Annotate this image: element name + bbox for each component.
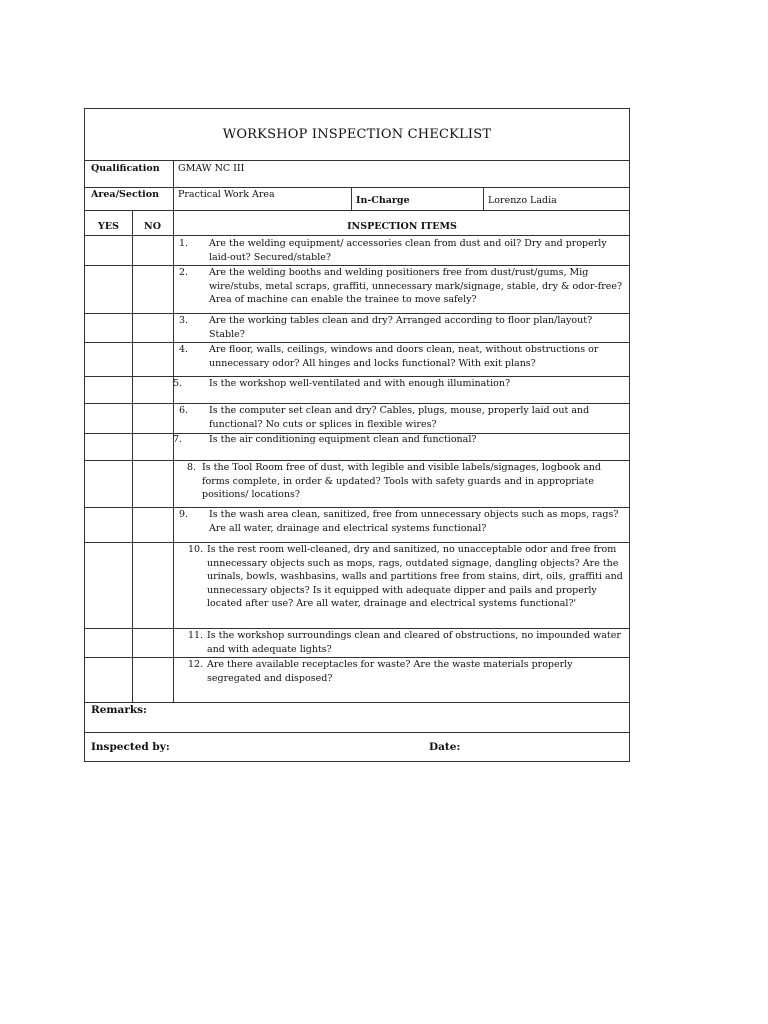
yes-column-header: YES bbox=[98, 221, 119, 232]
item-number: 12. bbox=[188, 659, 204, 670]
item-number: 1. bbox=[179, 238, 189, 249]
item-number: 11. bbox=[188, 630, 204, 641]
item-text: Are there available receptacles for waste? Are the waste materials properly segregated and disposed? bbox=[207, 659, 573, 684]
item-text: Are the welding equipment/ accessories clean from dust and oil? Dry and properly laid-out? Secured/stable? bbox=[209, 238, 607, 263]
inspection-checklist-form bbox=[84, 108, 630, 762]
in-charge-value: Lorenzo Ladia bbox=[483, 188, 631, 210]
item-text: Is the wash area clean, sanitized, free from unnecessary objects such as mops, rags? Are all water, drainage and electrical systems functional? bbox=[209, 509, 619, 534]
item-text: Is the rest room well-cleaned, dry and sanitized, no unacceptable odor and free from unnecessary objects such as mops, rags, outdated signage, dangling objects? Are the urinals, bowls, washbasins, walls and partitions free from stains, dirt, oils, graffiti and unnecessary objects? Is it equipped with adequate dipper and pails and properly located after use? Are all water, drainage and electrical systems functional?' bbox=[207, 544, 623, 610]
item-number: 6. bbox=[179, 405, 189, 416]
item-text: Is the workshop surroundings clean and cleared of obstructions, no impounded water and with adequate lights? bbox=[207, 630, 621, 655]
date-label: Date: bbox=[429, 741, 461, 753]
inspection-items-header: INSPECTION ITEMS bbox=[347, 221, 457, 232]
item-text: Are the working tables clean and dry? Arranged according to floor plan/layout? Stable? bbox=[209, 315, 593, 340]
item-number: 4. bbox=[179, 344, 189, 355]
no-column-header: NO bbox=[144, 221, 161, 232]
item-number: 10. bbox=[188, 544, 204, 555]
item-text: Is the computer set clean and dry? Cables, plugs, mouse, properly laid out and functional? No cuts or splices in flexible wires? bbox=[209, 405, 590, 430]
qualification-value: GMAW NC III bbox=[173, 161, 631, 187]
item-number: 5. bbox=[173, 378, 183, 389]
qualification-row bbox=[85, 161, 629, 188]
inspected-by-label: Inspected by: bbox=[91, 741, 170, 753]
remarks-label: Remarks: bbox=[91, 704, 147, 716]
item-number: 8. bbox=[187, 462, 197, 473]
area-value: Practical Work Area bbox=[173, 188, 351, 210]
item-number: 2. bbox=[179, 267, 189, 278]
column-header-row bbox=[85, 211, 629, 236]
item-text: Is the air conditioning equipment clean and functional? bbox=[209, 434, 477, 445]
item-text: Is the Tool Room free of dust, with legible and visible labels/signages, logbook and forms complete, in order & updated? Tools with safety guards and in appropriate positions/ locations? bbox=[202, 462, 601, 501]
form-title: WORKSHOP INSPECTION CHECKLIST bbox=[85, 109, 629, 161]
in-charge-label: In-Charge bbox=[351, 188, 483, 210]
item-number: 9. bbox=[179, 509, 189, 520]
area-row bbox=[85, 188, 629, 211]
row-divider bbox=[85, 702, 629, 703]
item-text: Are floor, walls, ceilings, windows and doors clean, neat, without obstructions or unnecessary odor? All hinges and locks functional? With exit plans? bbox=[209, 344, 599, 369]
item-number: 7. bbox=[173, 434, 183, 445]
area-label: Area/Section bbox=[91, 189, 159, 200]
item-text: Are the welding booths and welding positioners free from dust/rust/gums, Mig wire/stubs, metal scraps, graffiti, unnecessary mark/signage, stable, dry & odor-free? Area of machine can enable the trainee to move safely? bbox=[209, 267, 623, 306]
item-number: 3. bbox=[179, 315, 189, 326]
qualification-label: Qualification bbox=[91, 163, 160, 174]
item-text: Is the workshop well-ventilated and with enough illumination? bbox=[209, 378, 511, 389]
